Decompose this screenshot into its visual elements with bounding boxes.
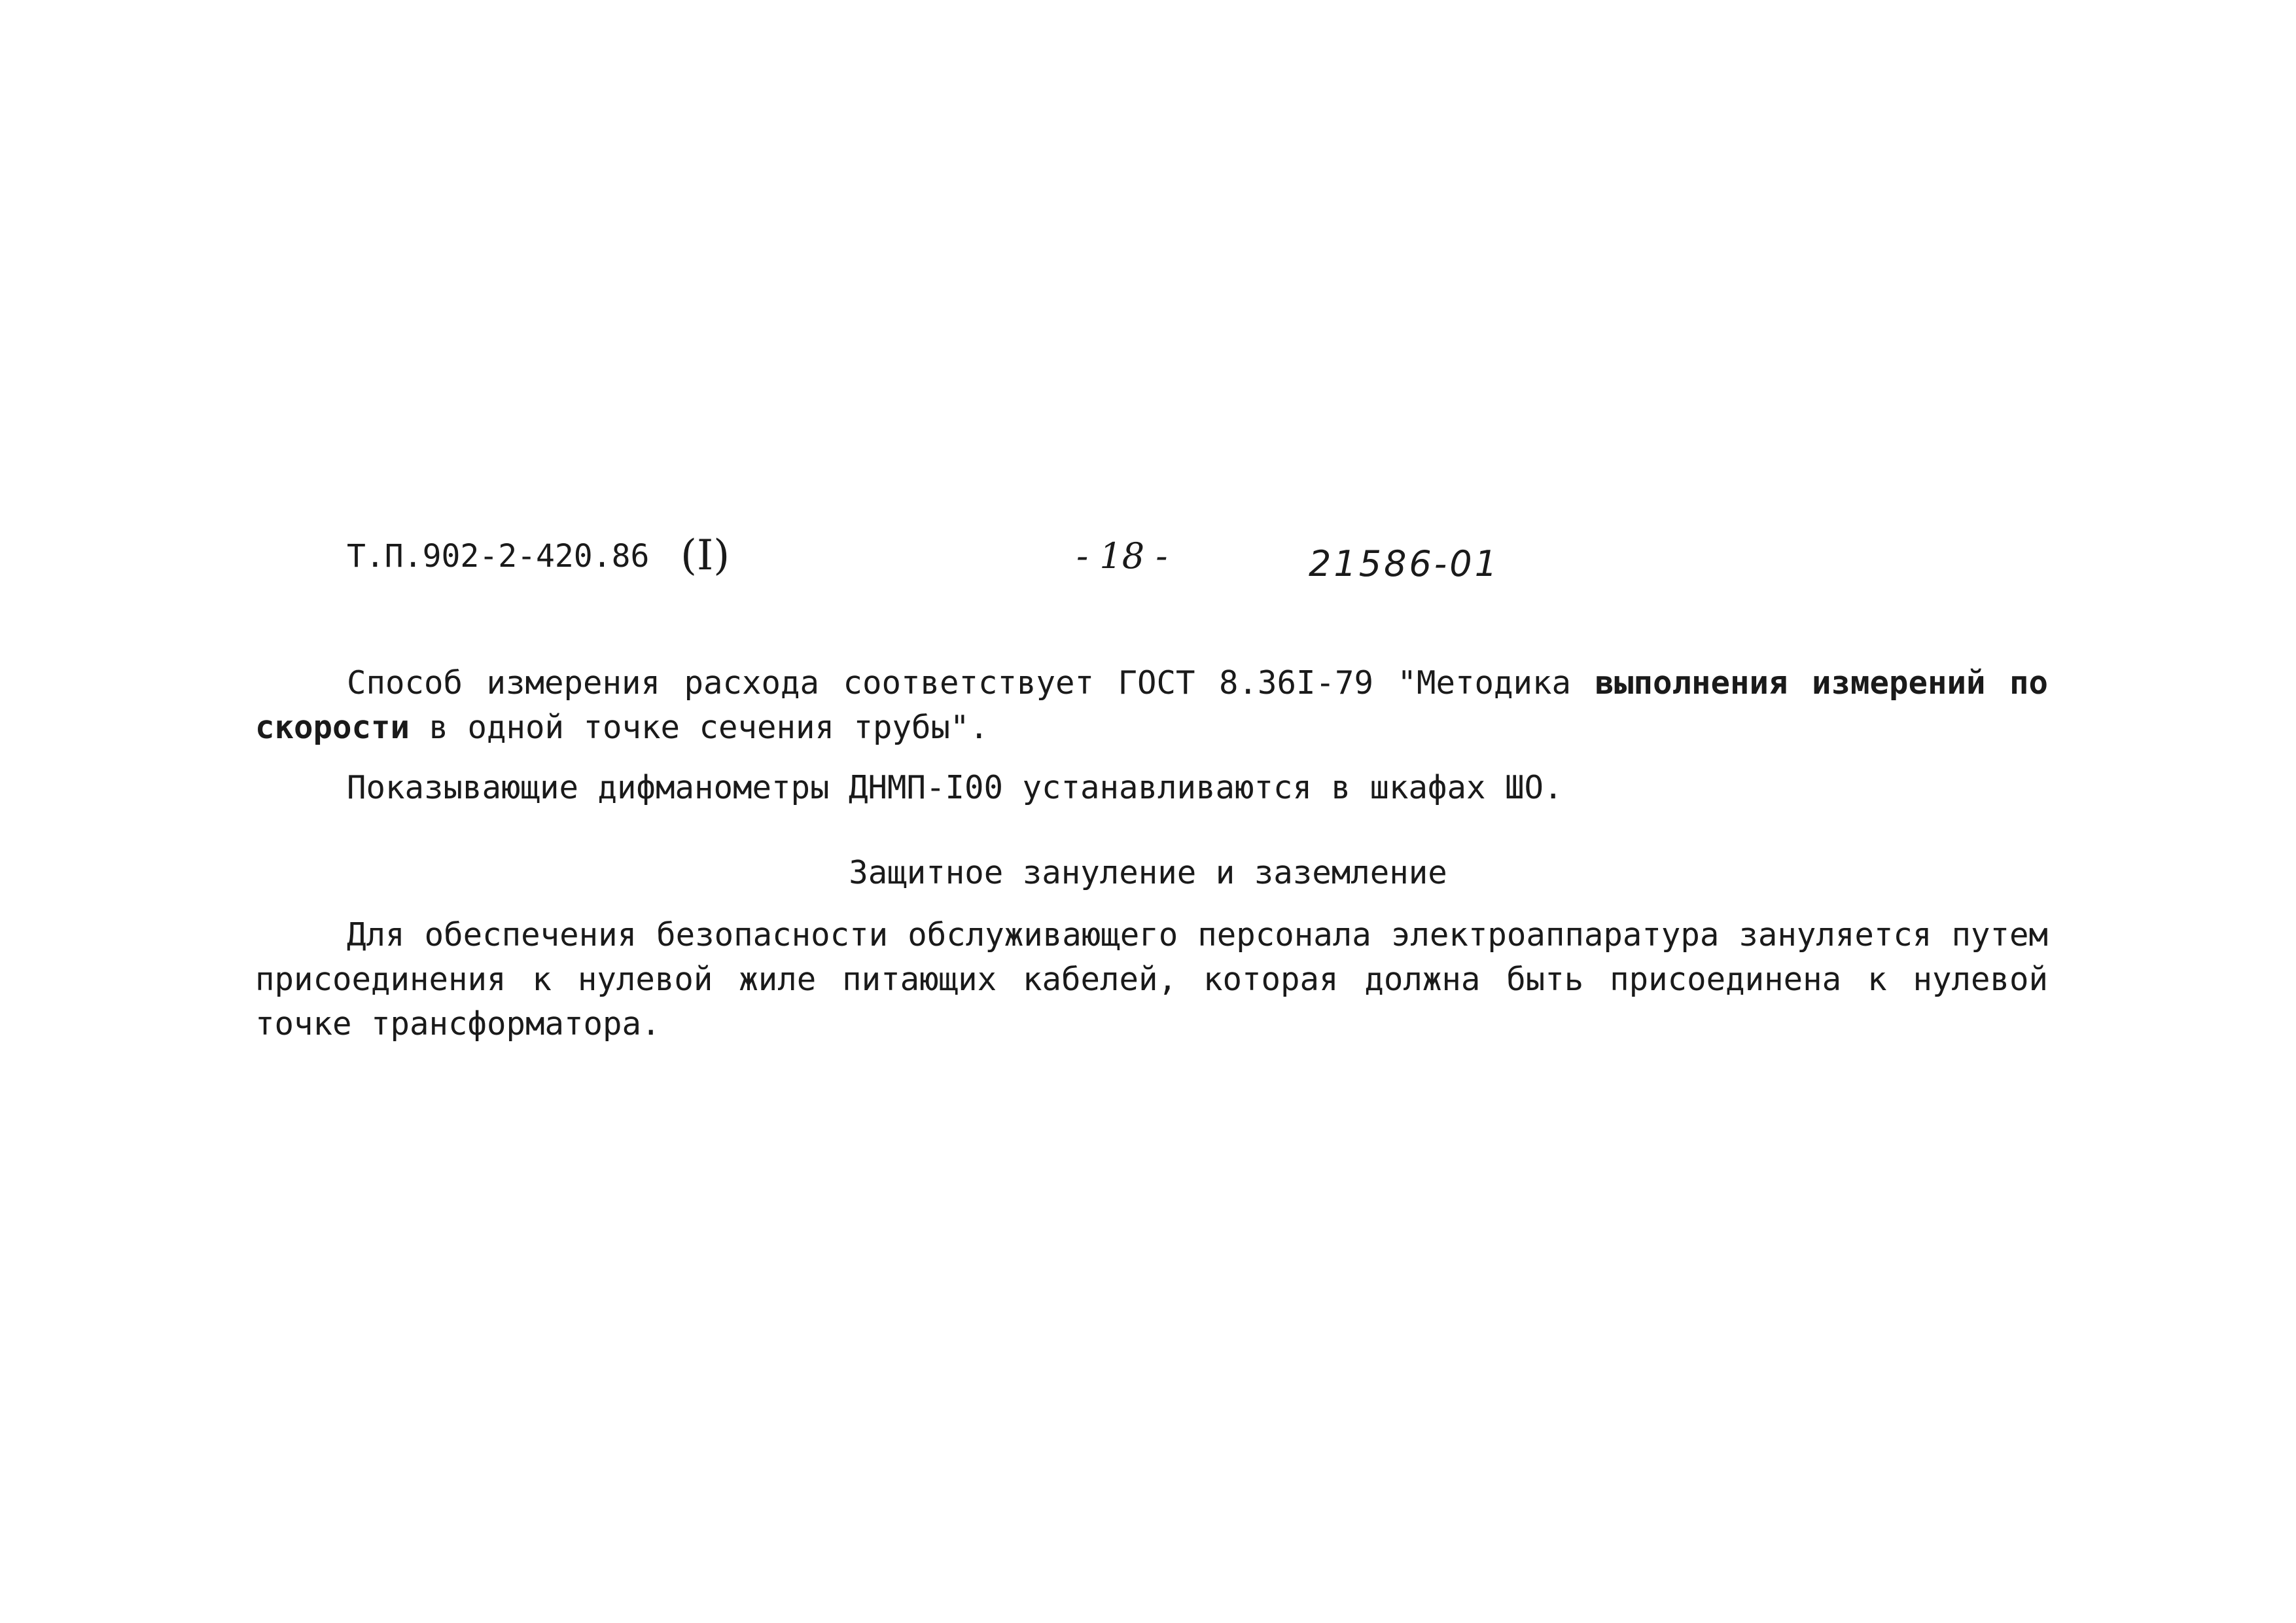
- inventory-number: 21586-01: [1309, 543, 1500, 584]
- paragraph-grounding: [255, 913, 2048, 1046]
- document-code: Т.П.902-2-420.86: [347, 538, 650, 575]
- section-heading: Защитное зануление и заземление: [849, 854, 1447, 891]
- paragraph-bold-text: выполнения измерений по скорости: [255, 664, 2049, 746]
- paragraph-text: в одной точке сечения трубы".: [410, 709, 989, 746]
- paragraph-text: Показывающие дифманометры ДНМП-I00 устанавливаются в шкафах ШО.: [347, 769, 1563, 806]
- page-number: - 18 -: [1076, 535, 1168, 577]
- document-part: (I): [680, 531, 730, 580]
- page-header: [0, 531, 2296, 590]
- paragraph-text: Для обеспечения безопасности обслуживающего персонала электроаппаратура зануляется путем присоединения к нулевой жиле питающих кабелей, которая должна быть присоединена к нулевой точке трансформатора.: [255, 916, 2048, 1043]
- paragraph-manometers: [255, 766, 2048, 810]
- paragraph-measurement-method: [255, 661, 2048, 750]
- paragraph-text: Способ измерения расхода соответствует ГОСТ 8.36I-79 "Методика: [347, 664, 1595, 702]
